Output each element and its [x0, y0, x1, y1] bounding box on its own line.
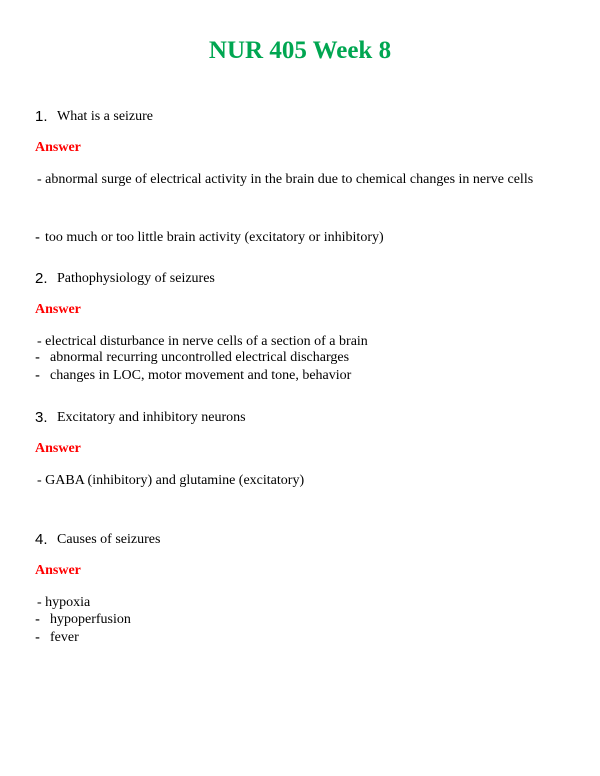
answer-label: Answer — [35, 563, 81, 578]
question-number: 4. — [35, 531, 48, 548]
question-text: Causes of seizures — [57, 532, 161, 547]
answer-line: - abnormal surge of electrical activity in the brain due to chemical changes in nerve cells — [37, 172, 534, 187]
answer-line: - hypoxia — [37, 595, 91, 610]
question-number: 1. — [35, 108, 48, 125]
page-title: NUR 405 Week 8 — [208, 37, 392, 64]
dash-bullet: - — [35, 629, 40, 646]
dash-bullet: - — [35, 611, 40, 628]
question-text: Pathophysiology of seizures — [57, 271, 215, 286]
answer-line: too much or too little brain activity (excitatory or inhibitory) — [45, 230, 384, 245]
answer-line: abnormal recurring uncontrolled electrical discharges — [50, 350, 350, 365]
question-text: Excitatory and inhibitory neurons — [57, 410, 246, 425]
answer-label: Answer — [35, 302, 81, 317]
question-number: 2. — [35, 270, 48, 287]
answer-label: Answer — [35, 140, 81, 155]
answer-line: - GABA (inhibitory) and glutamine (excitatory) — [37, 473, 305, 488]
answer-line: hypoperfusion — [50, 612, 131, 627]
dash-bullet: - — [35, 367, 40, 384]
question-number: 3. — [35, 409, 48, 426]
question-text: What is a seizure — [57, 109, 154, 124]
answer-label: Answer — [35, 441, 81, 456]
answer-line: - electrical disturbance in nerve cells of a section of a brain — [37, 334, 368, 349]
answer-line: fever — [50, 630, 79, 645]
answer-line: changes in LOC, motor movement and tone, behavior — [50, 368, 352, 383]
dash-bullet: - — [35, 349, 40, 366]
dash-bullet: - — [35, 229, 40, 246]
